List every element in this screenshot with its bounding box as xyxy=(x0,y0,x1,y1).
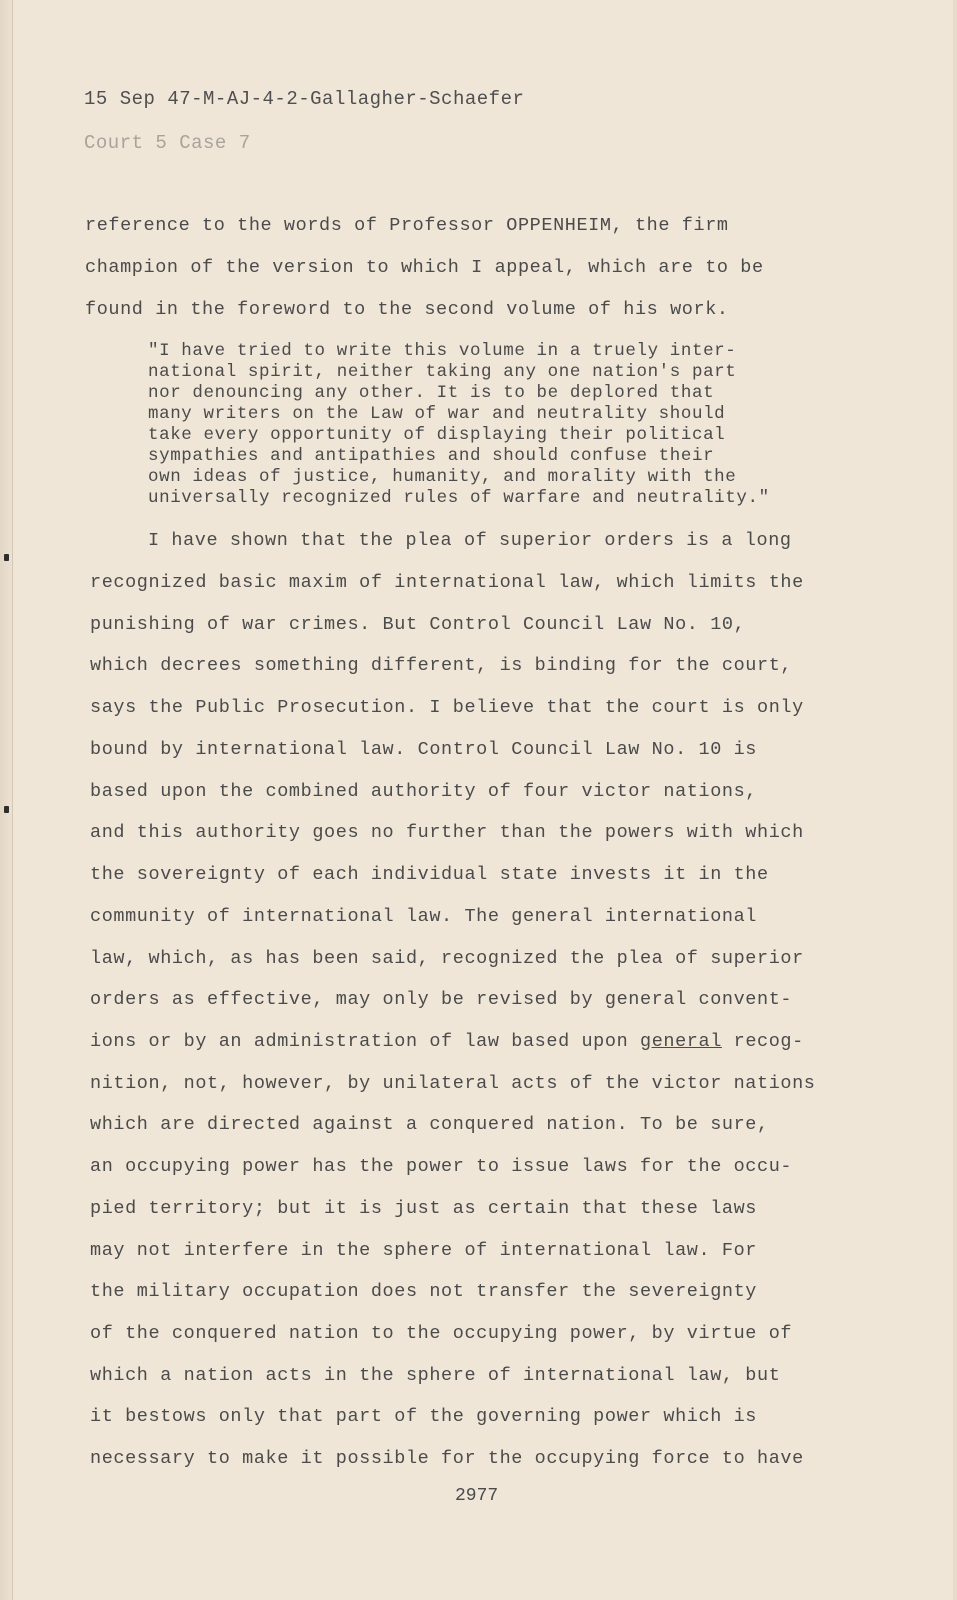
page-edge xyxy=(953,0,957,1600)
quote-line: take every opportunity of displaying their political xyxy=(148,425,726,445)
text-line xyxy=(90,1031,804,1052)
quote-line: many writers on the Law of war and neutrality should xyxy=(148,404,726,424)
text-line: which a nation acts in the sphere of international law, but xyxy=(90,1365,781,1386)
text-segment: recog- xyxy=(721,1031,804,1052)
punch-mark xyxy=(4,806,9,813)
quote-line: own ideas of justice, humanity, and morality with the xyxy=(148,467,737,487)
court-case-label: Court 5 Case 7 xyxy=(84,132,251,154)
document-id: 15 Sep 47-M-AJ-4-2-Gallagher-Schaefer xyxy=(84,88,525,110)
quote-line: nor denouncing any other. It is to be deplored that xyxy=(148,383,715,403)
text-line: of the conquered nation to the occupying power, by virtue of xyxy=(90,1323,793,1344)
quote-line: "I have tried to write this volume in a truely inter- xyxy=(148,341,737,361)
text-line: which decrees something different, is binding for the court, xyxy=(90,655,793,676)
text-line: the military occupation does not transfer the severeignty xyxy=(90,1281,758,1302)
text-line: champion of the version to which I appeal, which are to be xyxy=(85,257,764,278)
text-line: and this authority goes no further than the powers with which xyxy=(90,822,804,843)
quote-line: national spirit, neither taking any one nation's part xyxy=(148,362,737,382)
text-line: the sovereignty of each individual state invests it in the xyxy=(90,864,769,885)
quote-line: sympathies and antipathies and should confuse their xyxy=(148,446,715,466)
text-line: may not interfere in the sphere of international law. For xyxy=(90,1240,758,1261)
quote-line: universally recognized rules of warfare and neutrality." xyxy=(148,488,770,508)
text-line: I have shown that the plea of superior orders is a long xyxy=(148,530,792,551)
text-line: it bestows only that part of the governing power which is xyxy=(90,1406,758,1427)
page-number: 2977 xyxy=(455,1486,499,1506)
underlined-word: general xyxy=(640,1031,722,1052)
text-segment: ions or by an administration of law based upon xyxy=(90,1031,640,1052)
punch-mark xyxy=(4,554,9,561)
text-line: reference to the words of Professor OPPENHEIM, the firm xyxy=(85,215,729,236)
text-line: nition, not, however, by unilateral acts of the victor nations xyxy=(90,1073,816,1094)
binding-strip xyxy=(0,0,13,1600)
text-line: based upon the combined authority of four victor nations, xyxy=(90,781,758,802)
text-line: pied territory; but it is just as certain that these laws xyxy=(90,1198,758,1219)
text-line: bound by international law. Control Council Law No. 10 is xyxy=(90,739,758,760)
text-line: an occupying power has the power to issue laws for the occu- xyxy=(90,1156,793,1177)
text-line: which are directed against a conquered nation. To be sure, xyxy=(90,1114,769,1135)
text-line: law, which, as has been said, recognized the plea of superior xyxy=(90,948,804,969)
text-line: necessary to make it possible for the occupying force to have xyxy=(90,1448,804,1469)
text-line: says the Public Prosecution. I believe that the court is only xyxy=(90,697,804,718)
text-line: punishing of war crimes. But Control Council Law No. 10, xyxy=(90,614,746,635)
text-line: orders as effective, may only be revised by general convent- xyxy=(90,989,793,1010)
text-line: recognized basic maxim of international law, which limits the xyxy=(90,572,804,593)
text-line: community of international law. The general international xyxy=(90,906,758,927)
text-line: found in the foreword to the second volume of his work. xyxy=(85,299,729,320)
